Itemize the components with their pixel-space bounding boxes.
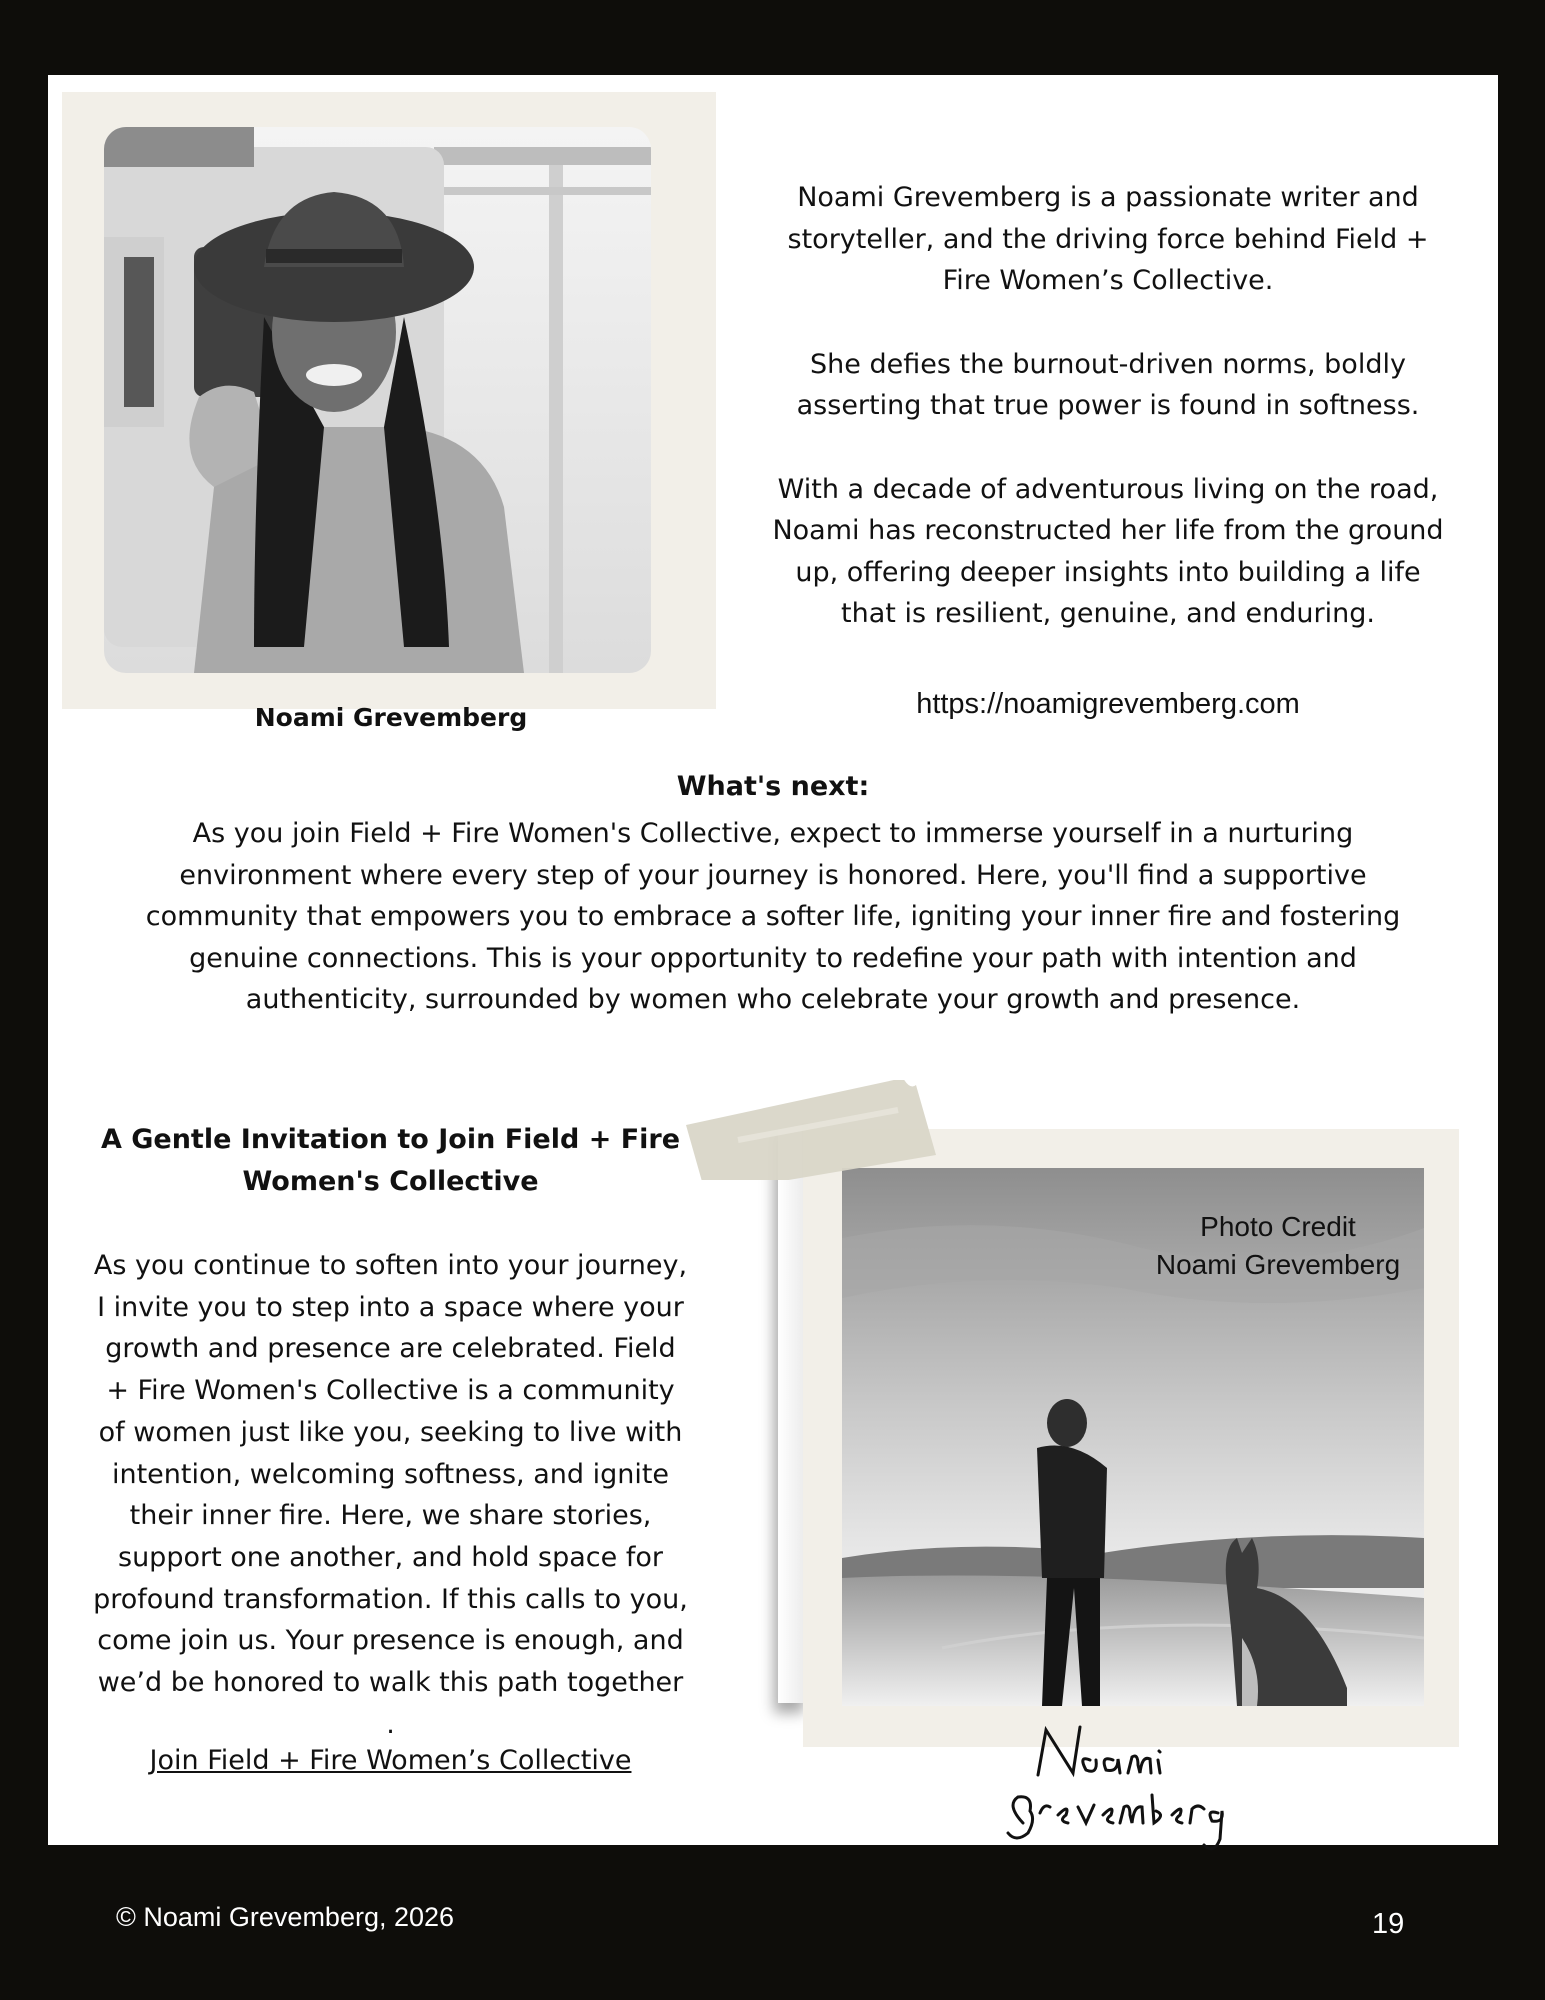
portrait-photo [104, 127, 651, 673]
portrait-caption: Noami Grevemberg [254, 703, 528, 732]
photo-credit-name: Noami Grevemberg [1155, 1249, 1401, 1280]
washi-tape-decoration [678, 1080, 948, 1180]
page [48, 75, 1498, 1845]
footer-copyright: © Noami Grevemberg, 2026 [116, 1902, 455, 1932]
whats-next-heading: What's next: [676, 771, 870, 802]
photo-credit-label: Photo Credit [1200, 1211, 1356, 1242]
invitation-body: As you continue to soften into your journey, I invite you to step into a space where your growth and presence are celebrated. Field + Fire Women's Collective is a community of women just like you, seeking to live with intention, welcoming softness, and ignite their inner fire. Here, we share stories, support one another, and hold space for profound transformation. If this calls to you, come join us. Your presence is enough, and we’d be honored to walk this path together . [93, 1250, 688, 1740]
whats-next-body: As you join Field + Fire Women's Collective, expect to immerse yourself in a nurturing environment where every step of your journey is honored. Here, you'll find a supportive community that empowers you to embrace a softer life, igniting your inner fire and fostering genuine connections. This is your opportunity to redefine your path with intention and authenticity, surrounded by women who celebrate your growth and presence. [145, 818, 1401, 1015]
photo-credit [1118, 1208, 1438, 1284]
author-bio [768, 177, 1448, 677]
bio-paragraph: Noami Grevemberg is a passionate writer and storyteller, and the driving force behind Field + Fire Women’s Collective. [787, 182, 1429, 296]
bio-paragraph: With a decade of adventurous living on the road, Noami has reconstructed her life from the ground up, offering deeper insights into building a life that is resilient, genuine, and enduring. [772, 473, 1444, 629]
join-collective-link[interactable]: Join Field + Fire Women’s Collective [149, 1745, 632, 1776]
website-url[interactable]: https://noamigrevemberg.com [916, 688, 1300, 720]
invitation-heading: A Gentle Invitation to Join Field + Fire Women's Collective [100, 1124, 681, 1197]
bio-paragraph: She defies the burnout-driven norms, boldly asserting that true power is found in softness. [796, 348, 1420, 421]
page-number: 19 [1372, 1908, 1405, 1940]
handwritten-signature [978, 1715, 1278, 1865]
